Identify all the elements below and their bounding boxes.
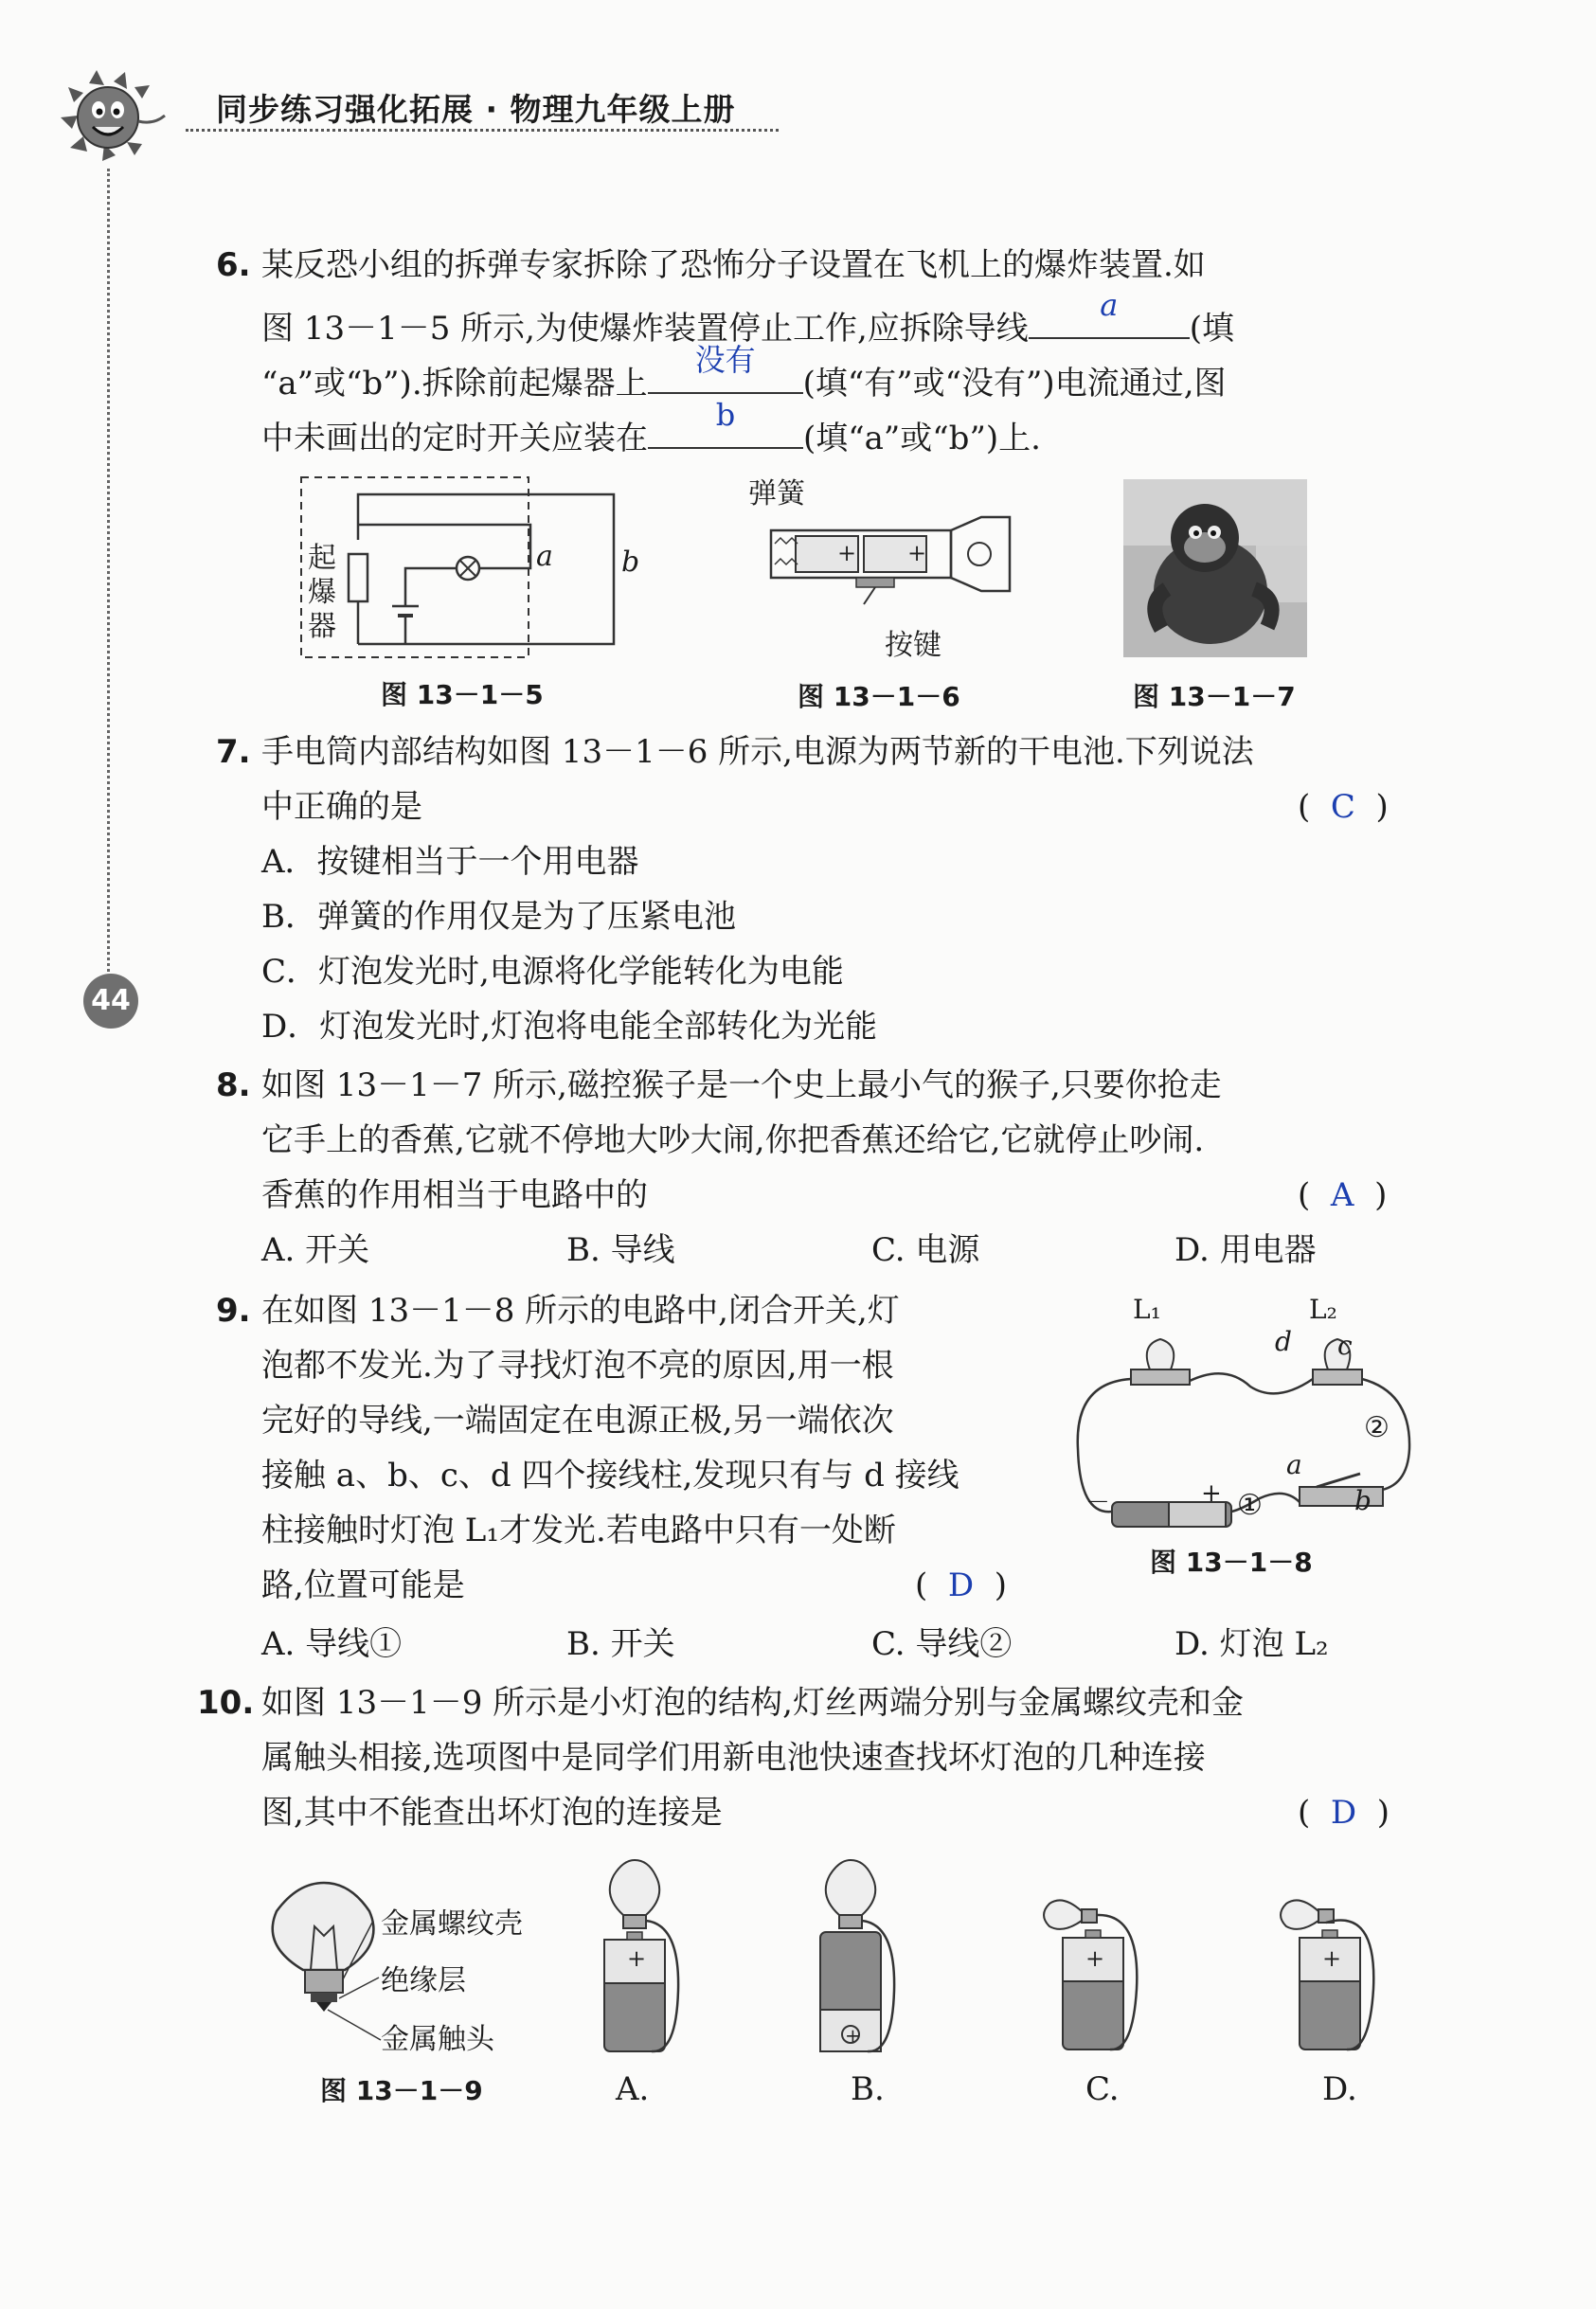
fig8-caption: 图 13－1－8 — [1150, 1547, 1313, 1578]
header-divider — [186, 129, 779, 132]
fig8-minus-sign: － — [1085, 1489, 1111, 1517]
fig9-part-insulation: 绝缘层 — [381, 1964, 466, 1997]
q8-option-b: B. 导线 — [566, 1231, 675, 1269]
fig8-terminal-a: a — [1286, 1449, 1302, 1480]
q9-option-c: C. 导线② — [871, 1625, 1013, 1663]
fig6-caption: 图 13－1－6 — [798, 681, 960, 712]
fig8-wire2-label: ② — [1364, 1411, 1390, 1444]
q8-answer: A — [1330, 1176, 1354, 1214]
q9-line4: 接触 a、b、c、d 四个接线柱,发现只有与 d 接线 — [261, 1457, 959, 1495]
q8-option-d: D. 用电器 — [1175, 1231, 1317, 1269]
q8-line1: 如图 13－1－7 所示,磁控猴子是一个史上最小气的猴子,只要你抢走 — [261, 1066, 1222, 1104]
q9-option-b: B. 开关 — [566, 1625, 675, 1663]
q7-line2: 中正确的是 — [261, 788, 422, 826]
q6-line1: 某反恐小组的拆弹专家拆除了恐怖分子设置在飞机上的爆炸装置.如 — [261, 246, 1206, 284]
q8-option-c: C. 电源 — [871, 1231, 980, 1269]
q6-blank2 — [648, 342, 803, 394]
fig6-spring-label: 弹簧 — [748, 477, 805, 510]
svg-text:+: + — [845, 2024, 861, 2047]
page-number: 44 — [83, 974, 138, 1029]
q8-line3: 香蕉的作用相当于电路中的 — [261, 1176, 648, 1214]
q10-answer-paren: ( D ) — [1298, 1794, 1390, 1832]
q7-answer-paren: ( C ) — [1298, 788, 1389, 826]
fig5-caption: 图 13－1－5 — [381, 679, 544, 710]
q6-answer3: b — [715, 397, 736, 433]
q6-answer2: 没有 — [694, 342, 756, 378]
q7-answer: C — [1330, 788, 1355, 826]
choice-a-label: A. — [616, 2070, 650, 2108]
fig6-button-label: 按键 — [885, 629, 941, 662]
q9-number: 9. — [216, 1292, 251, 1330]
q7-line1: 手电筒内部结构如图 13－1－6 所示,电源为两节新的干电池.下列说法 — [261, 733, 1254, 771]
q9-line5: 柱接触时灯泡 L₁才发光.若电路中只有一处断 — [261, 1512, 896, 1549]
q8-option-a: A. 开关 — [261, 1231, 370, 1269]
q8-answer-paren: ( A ) — [1298, 1176, 1388, 1214]
q10-line2: 属触头相接,选项图中是同学们用新电池快速查找坏灯泡的几种连接 — [261, 1739, 1206, 1777]
figure-13-1-6-flashlight — [769, 511, 1015, 606]
fig9-caption: 图 13－1－9 — [320, 2075, 483, 2106]
q9-line3: 完好的导线,一端固定在电源正极,另一端依次 — [261, 1402, 894, 1440]
svg-text:+: + — [1085, 1945, 1105, 1972]
choice-b-label: B. — [851, 2070, 885, 2108]
fig7-caption: 图 13－1－7 — [1133, 681, 1296, 712]
fig9-part-contact: 金属触头 — [381, 2023, 494, 2056]
q6-line4: 中未画出的定时开关应装在 b (填“a”或“b”)上. — [261, 409, 1041, 459]
fig8-wire1-label: ① — [1237, 1489, 1263, 1522]
fig8-L1-label: L₁ — [1133, 1294, 1161, 1325]
fig5-wire-a: a — [536, 540, 553, 573]
fig8-terminal-b: b — [1354, 1485, 1372, 1516]
q7-option-b: B．弹簧的作用仅是为了压紧电池 — [261, 898, 736, 936]
choice-b-bulb-battery-icon — [811, 1858, 906, 2057]
svg-text:+: + — [907, 540, 927, 566]
q10-answer: D — [1330, 1794, 1357, 1832]
q10-number: 10. — [197, 1684, 255, 1722]
fig5-device-label: 起爆器 — [308, 542, 336, 643]
fig8-L2-label: L₂ — [1309, 1294, 1337, 1325]
fig9-part-shell: 金属螺纹壳 — [381, 1907, 523, 1941]
fig8-terminal-c: c — [1337, 1330, 1353, 1361]
margin-divider — [107, 169, 110, 983]
q9-line2: 泡都不发光.为了寻找灯泡不亮的原因,用一根 — [261, 1347, 894, 1385]
q6-line2: 图 13－1－5 所示,为使爆炸装置停止工作,应拆除导线 a (填 — [261, 299, 1234, 349]
q8-line2: 它手上的香蕉,它就不停地大吵大闹,你把香蕉还给它,它就停止吵闹. — [261, 1121, 1205, 1159]
q9-option-d: D. 灯泡 L₂ — [1175, 1625, 1329, 1663]
q7-option-d: D．灯泡发光时,灯泡将电能全部转化为光能 — [261, 1008, 878, 1046]
q6-blank3 — [648, 397, 803, 449]
choice-c-bulb-battery-icon — [1034, 1894, 1148, 2055]
q9-answer: D — [947, 1566, 975, 1604]
fig8-terminal-d: d — [1275, 1326, 1292, 1357]
q9-line6: 路,位置可能是 — [261, 1566, 465, 1604]
q7-option-c: C．灯泡发光时,电源将化学能转化为电能 — [261, 953, 844, 991]
q6-blank1 — [1029, 287, 1190, 339]
q6-line3: “a”或“b”).拆除前起爆器上 没有 (填“有”或“没有”)电流通过,图 — [261, 354, 1227, 404]
fig5-wire-b: b — [621, 546, 640, 579]
choice-d-label: D. — [1322, 2070, 1357, 2108]
q10-line3: 图,其中不能查出坏灯泡的连接是 — [261, 1794, 723, 1832]
svg-text:+: + — [1322, 1945, 1342, 1972]
q6-answer1: a — [1100, 287, 1119, 323]
q7-number: 7. — [216, 733, 251, 771]
svg-text:+: + — [837, 540, 857, 566]
q6-number: 6. — [216, 246, 251, 284]
figure-13-1-5-circuit — [294, 474, 625, 663]
svg-text:+: + — [627, 1945, 647, 1972]
choice-c-label: C. — [1085, 2070, 1120, 2108]
sun-mascot-icon — [59, 68, 172, 163]
fig8-plus-sign: + — [1201, 1479, 1222, 1508]
q7-option-a: A．按键相当于一个用电器 — [261, 843, 639, 881]
q9-line1: 在如图 13－1－8 所示的电路中,闭合开关,灯 — [261, 1292, 900, 1330]
choice-d-bulb-battery-icon — [1271, 1894, 1385, 2055]
q9-answer-paren: ( D ) — [915, 1566, 1008, 1604]
header-title: 同步练习强化拓展 · 物理九年级上册 — [216, 91, 736, 128]
q8-number: 8. — [216, 1066, 251, 1104]
choice-a-bulb-battery-icon — [595, 1858, 690, 2057]
figure-13-1-7-monkey-photo — [1123, 479, 1307, 657]
q10-line1: 如图 13－1－9 所示是小灯泡的结构,灯丝两端分别与金属螺纹壳和金 — [261, 1684, 1244, 1722]
q9-option-a: A. 导线① — [261, 1625, 403, 1663]
